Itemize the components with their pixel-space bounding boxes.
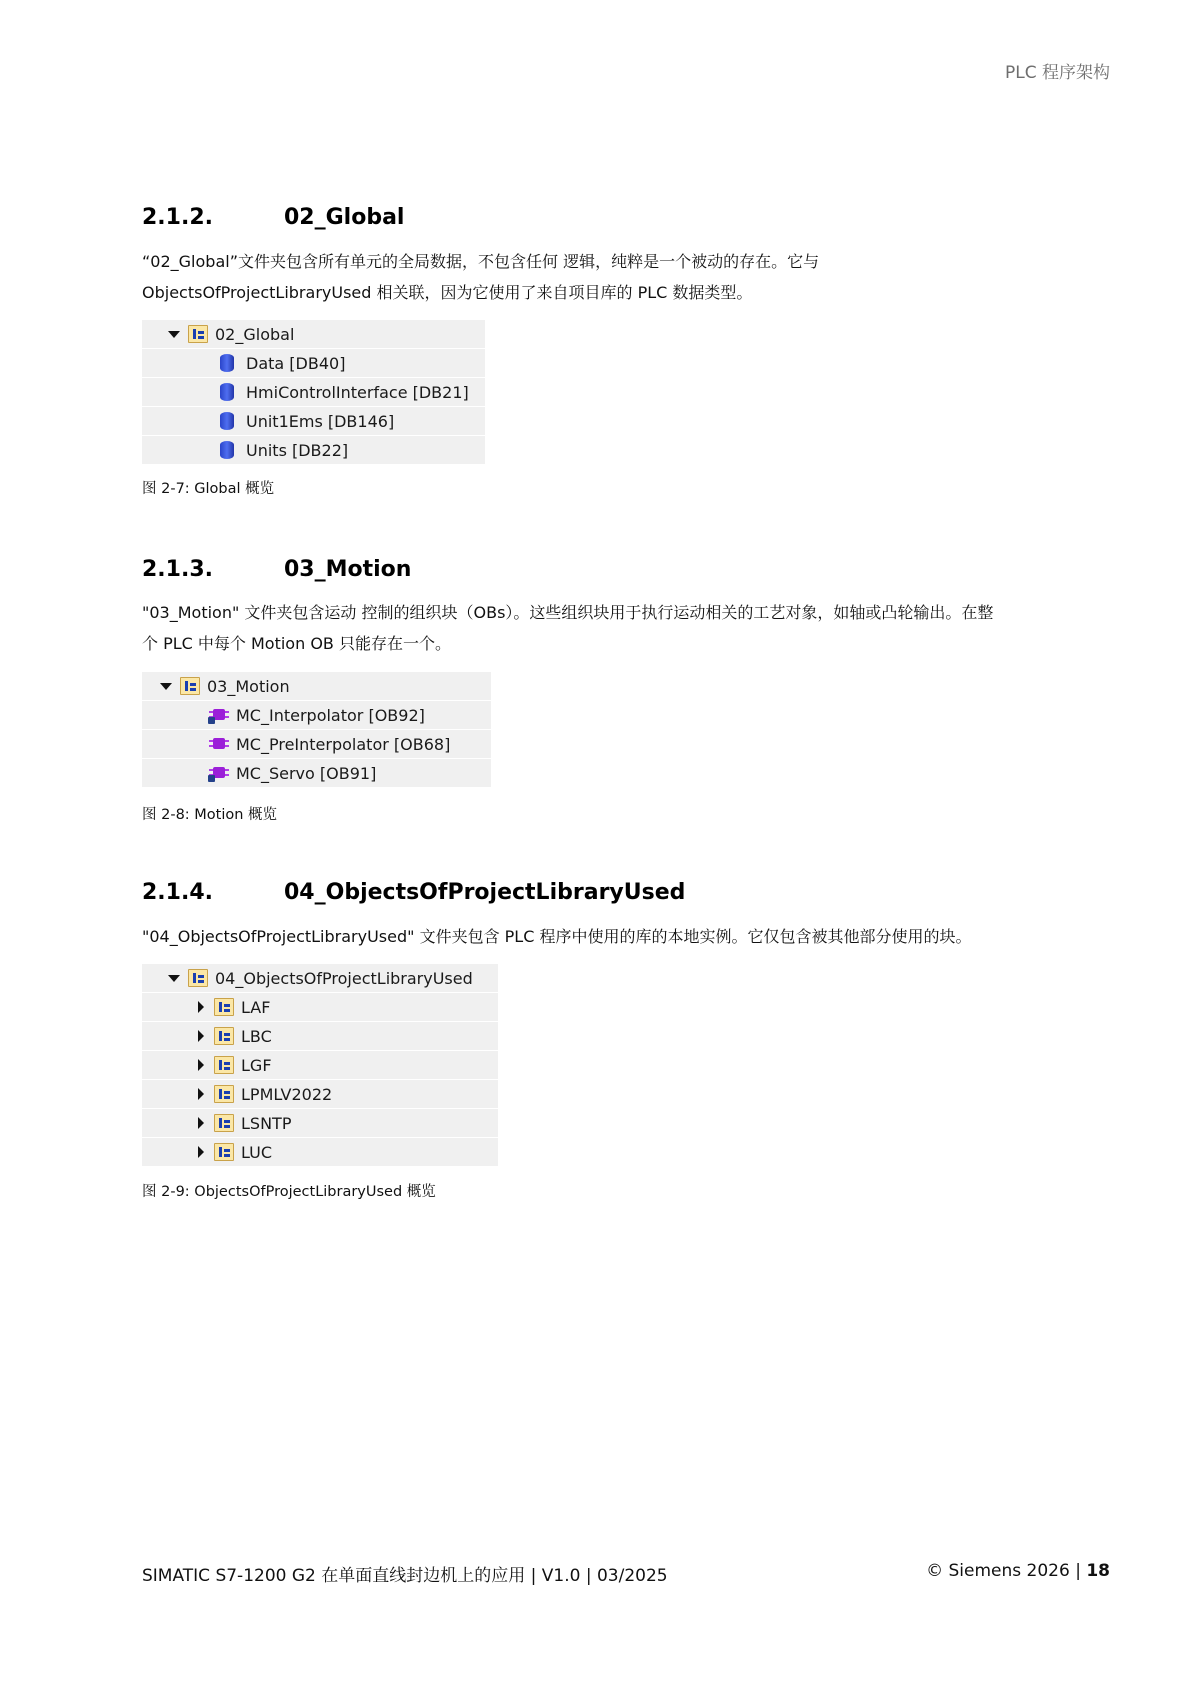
tree-item-row[interactable]: [142, 407, 485, 436]
section-paragraph-global: [142, 246, 819, 308]
figure-caption: 图 2-9: ObjectsOfProjectLibraryUsed 概览: [142, 1184, 436, 1200]
tree-item-row[interactable]: [142, 1138, 498, 1166]
tree-item-label: 02_Global: [215, 324, 295, 344]
tree-item-label: Data [DB40]: [246, 353, 346, 373]
project-tree-library: [142, 964, 498, 1166]
section-number: 2.1.4.: [142, 880, 213, 905]
collapse-arrow-icon[interactable]: [198, 1146, 204, 1158]
section-paragraph-library: [142, 921, 971, 952]
organization-block-locked-icon: [208, 706, 230, 724]
tree-item-row[interactable]: [142, 436, 485, 464]
tree-item-row[interactable]: [142, 378, 485, 407]
tree-item-row[interactable]: [142, 1080, 498, 1109]
tree-item-row[interactable]: [142, 1109, 498, 1138]
tree-root-row[interactable]: [142, 672, 491, 701]
page-number: 18: [1086, 1561, 1110, 1581]
folder-icon: [180, 677, 200, 695]
tree-item-label: Units [DB22]: [246, 440, 349, 460]
tree-root-row[interactable]: [142, 964, 498, 993]
footer-copyright: [926, 1561, 1110, 1581]
organization-block-locked-icon: [208, 764, 230, 782]
tree-item-label: LPMLV2022: [241, 1084, 333, 1104]
tree-item-row[interactable]: [142, 349, 485, 378]
tree-item-label: LBC: [241, 1026, 272, 1046]
expand-arrow-icon[interactable]: [168, 975, 180, 982]
collapse-arrow-icon[interactable]: [198, 1088, 204, 1100]
project-tree-motion: [142, 672, 491, 787]
paragraph-line: “02_Global”文件夹包含所有单元的全局数据，不包含任何 逻辑，纯粹是一个被动的存在。它与: [142, 252, 820, 271]
figure-caption: 图 2-8: Motion 概览: [142, 807, 278, 823]
section-paragraph-motion: [142, 597, 993, 659]
paragraph-line: 个 PLC 中每个 Motion OB 只能存在一个。: [142, 634, 451, 653]
collapse-arrow-icon[interactable]: [198, 1059, 204, 1071]
section-heading-library: [142, 880, 685, 905]
data-block-icon: [220, 441, 234, 459]
folder-icon: [214, 998, 234, 1016]
tree-item-label: LUC: [241, 1142, 272, 1162]
tree-item-label: MC_PreInterpolator [OB68]: [236, 734, 451, 754]
data-block-icon: [220, 354, 234, 372]
section-number: 2.1.3.: [142, 557, 213, 582]
tree-root-row[interactable]: [142, 320, 485, 349]
tree-item-row[interactable]: [142, 1022, 498, 1051]
expand-arrow-icon[interactable]: [168, 331, 180, 338]
section-number: 2.1.2.: [142, 205, 213, 230]
tree-item-label: LAF: [241, 997, 271, 1017]
data-block-icon: [220, 383, 234, 401]
paragraph-line: ObjectsOfProjectLibraryUsed 相关联，因为它使用了来自项目库的 PLC 数据类型。: [142, 283, 753, 302]
footer-document-title: SIMATIC S7-1200 G2 在单面直线封边机上的应用 | V1.0 | 03/2025: [142, 1566, 668, 1586]
tree-item-label: 03_Motion: [207, 676, 290, 696]
figure-caption: 图 2-7: Global 概览: [142, 481, 275, 497]
tree-item-label: 04_ObjectsOfProjectLibraryUsed: [215, 968, 473, 988]
collapse-arrow-icon[interactable]: [198, 1001, 204, 1013]
section-title: 03_Motion: [284, 557, 412, 582]
section-title: 04_ObjectsOfProjectLibraryUsed: [284, 880, 686, 905]
folder-icon: [214, 1114, 234, 1132]
tree-item-label: MC_Servo [OB91]: [236, 763, 377, 783]
tree-item-label: LGF: [241, 1055, 272, 1075]
folder-icon: [188, 969, 208, 987]
tree-item-label: HmiControlInterface [DB21]: [246, 382, 469, 402]
copyright-text: © Siemens 2026 |: [926, 1561, 1087, 1581]
organization-block-icon: [208, 735, 230, 753]
folder-icon: [214, 1143, 234, 1161]
project-tree-global: [142, 320, 485, 464]
tree-item-row[interactable]: [142, 993, 498, 1022]
section-heading-motion: [142, 557, 411, 582]
folder-icon: [214, 1027, 234, 1045]
running-header: PLC 程序架构: [1005, 63, 1110, 83]
folder-icon: [214, 1085, 234, 1103]
expand-arrow-icon[interactable]: [160, 683, 172, 690]
tree-item-row[interactable]: [142, 701, 491, 730]
folder-icon: [214, 1056, 234, 1074]
paragraph-line: "03_Motion" 文件夹包含运动 控制的组织块（OBs）。这些组织块用于执行运动相关的工艺对象，如轴或凸轮输出。在整: [142, 603, 994, 622]
tree-item-label: LSNTP: [241, 1113, 292, 1133]
collapse-arrow-icon[interactable]: [198, 1030, 204, 1042]
section-title: 02_Global: [284, 205, 405, 230]
tree-item-label: MC_Interpolator [OB92]: [236, 705, 425, 725]
tree-item-label: Unit1Ems [DB146]: [246, 411, 395, 431]
folder-icon: [188, 325, 208, 343]
collapse-arrow-icon[interactable]: [198, 1117, 204, 1129]
data-block-icon: [220, 412, 234, 430]
section-heading-global: [142, 205, 404, 230]
paragraph-line: "04_ObjectsOfProjectLibraryUsed" 文件夹包含 PLC 程序中使用的库的本地实例。它仅包含被其他部分使用的块。: [142, 927, 972, 946]
tree-item-row[interactable]: [142, 1051, 498, 1080]
tree-item-row[interactable]: [142, 759, 491, 787]
tree-item-row[interactable]: [142, 730, 491, 759]
